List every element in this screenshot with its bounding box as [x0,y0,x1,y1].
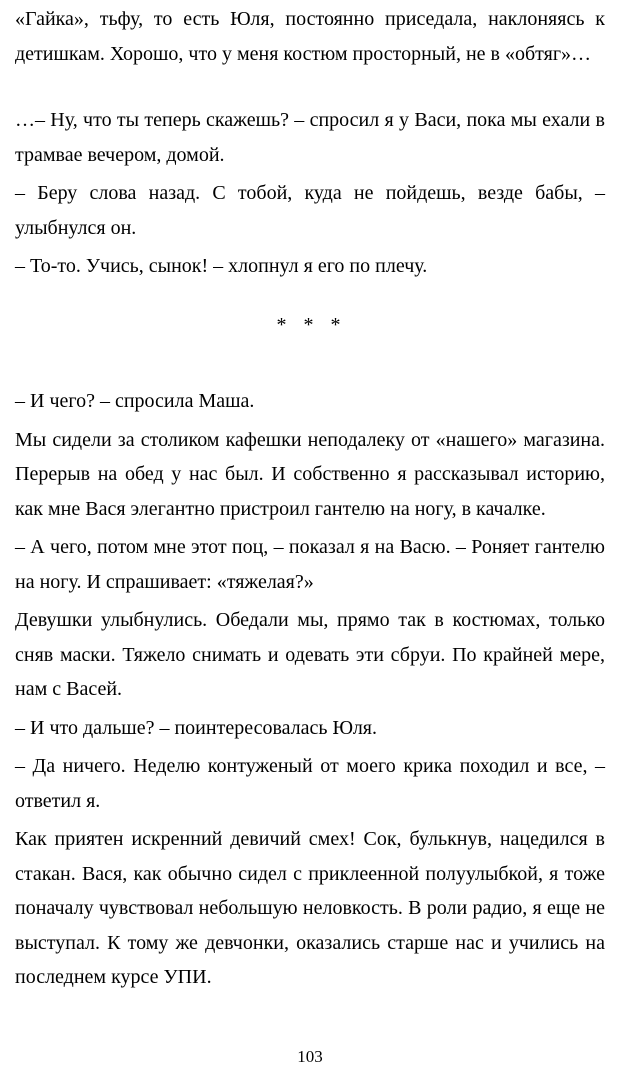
paragraph: Как приятен искренний девичий смех! Сок, булькнув, нацедился в стакан. Вася, как обычно сидел с приклеенной полуулыбкой, я тоже поначалу чувствовал небольшую неловкость. В роли радио, я еще не выступал. К тому же девчонки, оказались старше нас и учились на последнем курсе УПИ. [15,828,605,988]
paragraph: – И что дальше? – поинтересовалась Юля. [15,716,378,739]
page-number: 103 [297,1047,323,1066]
paragraph: «Гайка», тьфу, то есть Юля, постоянно приседала, наклоняясь к детишкам. Хорошо, что у меня костюм просторный, не в «обтяг»… [15,8,605,65]
paragraph: – То-то. Учись, сынок! – хлопнул я его по плечу. [15,255,428,277]
paragraph: Девушки улыбнулись. Обедали мы, прямо так в костюмах, только сняв маски. Тяжело снимать и одевать эти сбруи. По крайней мере, нам с Васей. [15,609,605,700]
paragraph: – А чего, потом мне этот поц, – показал я на Васю. – Роняет гантелю на ногу. И спрашивает: «тяжелая?» [15,536,605,593]
paragraph: – Да ничего. Неделю контуженый от моего крика походил и все, – ответил я. [15,755,605,812]
paragraph: …– Ну, что ты теперь скажешь? – спросил я у Васи, пока мы ехали в трамвае вечером, домой. [15,109,605,166]
paragraph: Мы сидели за столиком кафешки неподалеку от «нашего» магазина. Перерыв на обед у нас был. И собственно я рассказывал историю, как мне Вася элегантно пристроил гантелю на ногу, в качалке. [15,428,605,520]
section-separator: * * * [276,313,344,336]
page-content [15,2,605,995]
paragraph: – И чего? – спросила Маша. [15,390,255,412]
paragraph: – Беру слова назад. С тобой, куда не пойдешь, везде бабы, – улыбнулся он. [15,182,605,239]
